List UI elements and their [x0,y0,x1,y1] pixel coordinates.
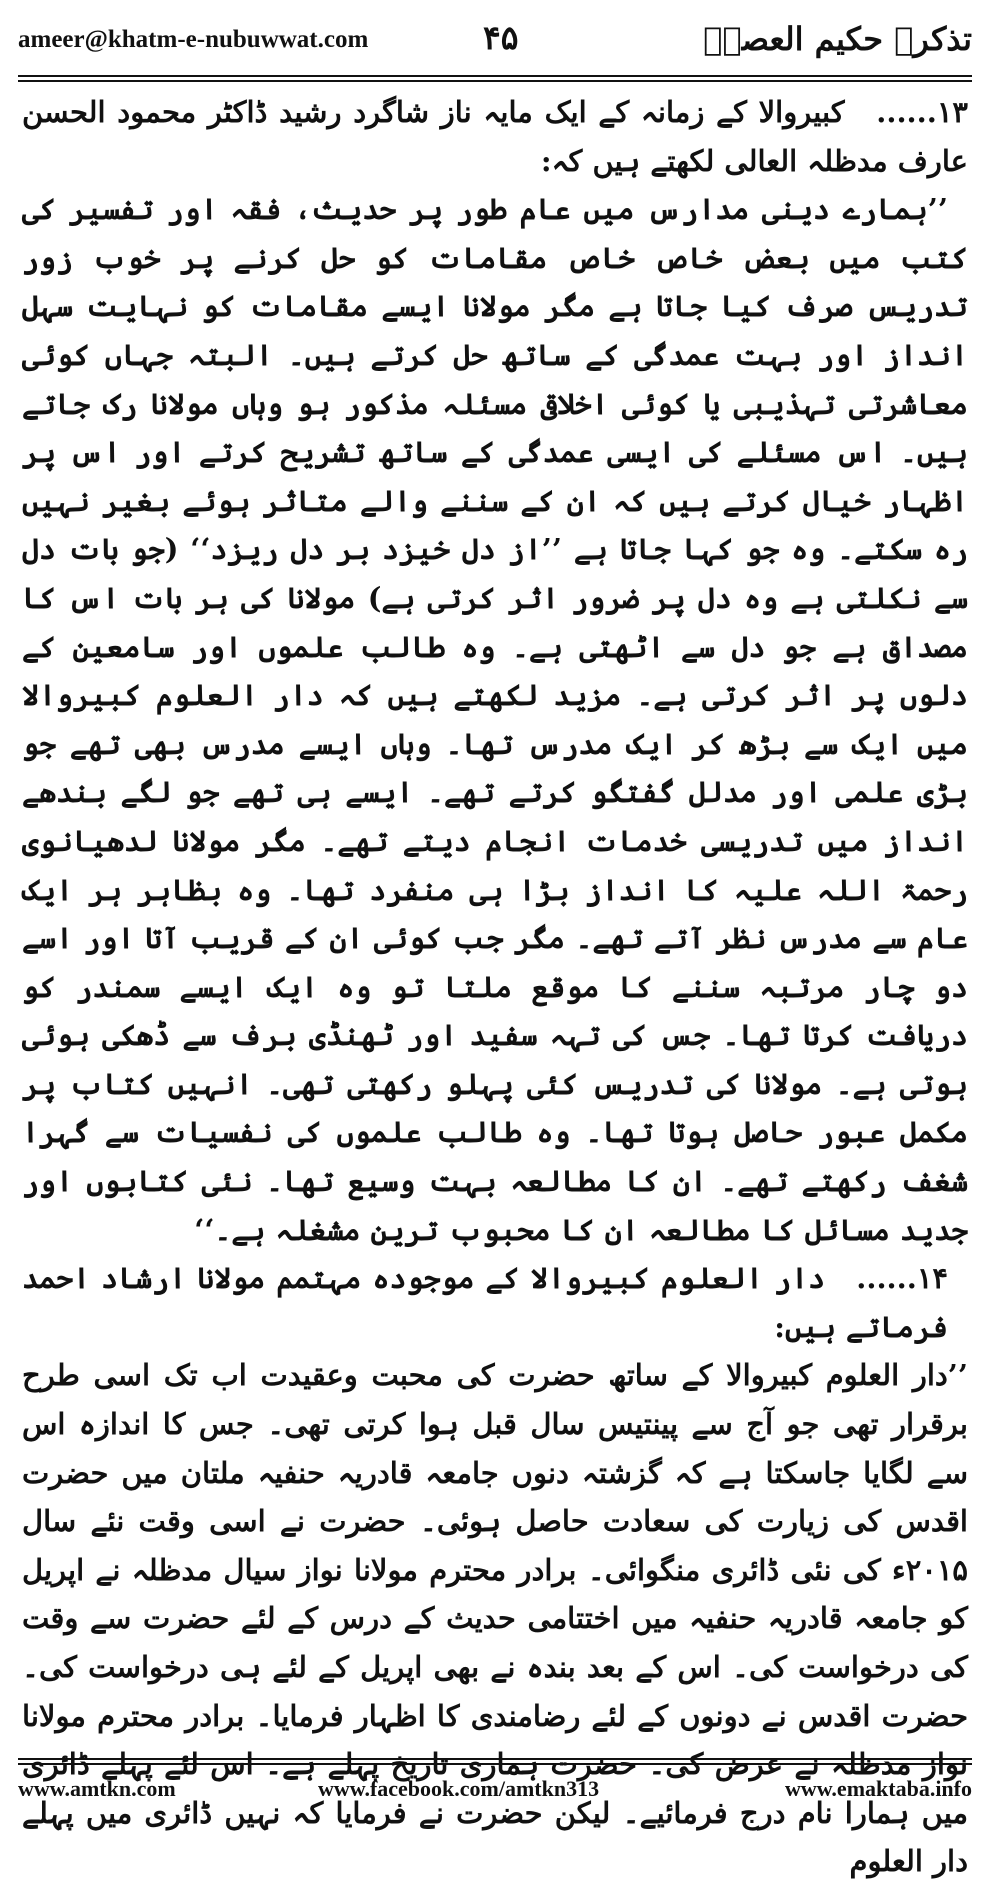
footer-link-amtkn[interactable]: www.amtkn.com [18,1776,176,1801]
page-footer [18,1776,972,1806]
quote-1: ’’ہمارے دینی مدارس میں عام طور پر حدیث، فقہ اور تفسیر کی کتب میں بعض خاص خاص مقامات کو حل کرنے پر خوب زور تدریس صرف کیا جاتا ہے مگر مولانا ایسے مقامات کو نہایت سہل انداز اور بہت عمدگی کے ساتھ حل کرتے ہیں۔ البتہ جہاں کوئی معاشرتی تہذیبی یا کوئی اخلاقی مسئلہ مذکور ہو وہاں مولانا رک جاتے ہیں۔ اس مسئلے کی ایسی عمدگی کے ساتھ تشریح کرتے اور اس پر اظہار خیال کرتے ہیں کہ ان کے سننے والے متاثر ہوئے بغیر نہیں رہ سکتے۔ وہ جو کہا جاتا ہے ’’از دل خیزد بر دل ریزد‘‘ (جو بات دل سے نکلتی ہے وہ دل پر ضرور اثر کرتی ہے) مولانا کی ہر بات اس کا مصداق ہے جو دل سے اٹھتی ہے۔ وہ طالب علموں اور سامعین کے دلوں پر اثر کرتی ہے۔ مزید لکھتے ہیں کہ دار العلوم کبیروالا میں ایک سے بڑھ کر ایک مدرس تھا۔ وہاں ایسے مدرس بھی تھے جو بڑی علمی اور مدلل گفتگو کرتے تھے۔ ایسے ہی تھے جو لگے بندھے انداز میں تدریسی خدمات انجام دیتے تھے۔ مگر مولانا لدھیانوی رحمۃ اللہ علیہ کا انداز بڑا ہی منفرد تھا۔ وہ بظاہر ہر ایک عام سے مدرس نظر آتے تھے۔ مگر جب کوئی ان کے قریب آتا اور اسے دو چار مرتبہ سننے کا موقع ملتا تو وہ ایک ایسے سمندر کو دریافت کرتا تھا۔ جس کی تہہ سفید اور ٹھنڈی برف سے ڈھکی ہوئی ہوتی ہے۔ مولانا کی تدریس کئی پہلو رکھتی تھی۔ انہیں کتاب پر مکمل عبور حاصل ہوتا تھا۔ وہ طالب علموں کی نفسیات سے گہرا شغف رکھتے تھے۔ ان کا مطالعہ بہت وسیع تھا۔ نئی کتابوں اور جدید مسائل کا مطالعہ ان کا محبوب ترین مشغلہ ہے۔‘‘ [22,192,968,1247]
header-email: ameer@khatm-e-nubuwwat.com [18,26,369,53]
header-rule-double [18,80,972,82]
quote-2: ’’دار العلوم کبیروالا کے ساتھ حضرت کی محبت وعقیدت اب تک اسی طرح برقرار تھی جو آج سے پینتیس سال قبل ہوا کرتی تھی۔ جس کا اندازہ اس سے لگایا جاسکتا ہے کہ گزشتہ دنوں جامعہ قادریہ حنفیہ ملتان میں حضرت اقدس کی زیارت کی سعادت حاصل ہوئی۔ حضرت نے اسی وقت نئے سال ۲۰۱۵ء کی نئی ڈائری منگوائی۔ برادر محترم مولانا نواز سیال مدظلہ نے اپریل کو جامعہ قادریہ حنفیہ میں اختتامی حدیث کے درس کے لئے حضرت سے وقت کی درخواست کی۔ اس کے بعد بندہ نے بھی اپریل کے لئے ہی درخواست کی۔ حضرت اقدس نے دونوں کے لئے رضامندی کا اظہار فرمایا۔ برادر محترم مولانا نواز مدظلہ نے عرض کی۔ حضرت ہماری تاریخ پہلے ہے۔ اس لئے پہلے ڈائری میں ہمارا نام درج فرمائیے۔ لیکن حضرت نے فرمایا کہ نہیں ڈائری میں پہلے دار العلوم [22,1358,968,1879]
paragraph-13 [22,88,968,185]
page-header [18,18,972,64]
header-rule [18,75,972,77]
footer-rule-double [18,1763,972,1765]
paragraph-14 [22,1254,968,1351]
item-number-14: ۱۴...... [856,1261,948,1296]
book-title: تذکرہ حکیم العصرؒ [703,20,972,58]
page-number: ۴۵ [483,18,519,57]
footer-link-facebook[interactable]: www.facebook.com/amtkn313 [318,1776,600,1801]
footer-link-emaktaba[interactable]: www.emaktaba.info [784,1776,972,1801]
footer-rule [18,1758,972,1760]
paragraph-13-text: کبیروالا کے زمانہ کے ایک مایہ ناز شاگرد رشید ڈاکٹر محمود الحسن عارف مدظلہ العالی لکھتے ہیں کہ: [22,95,968,178]
item-number-13: ۱۳...... [876,95,968,129]
paragraph-14-text: دار العلوم کبیروالا کے موجودہ مہتمم مولانا ارشاد احمد فرماتے ہیں: [22,1261,948,1344]
